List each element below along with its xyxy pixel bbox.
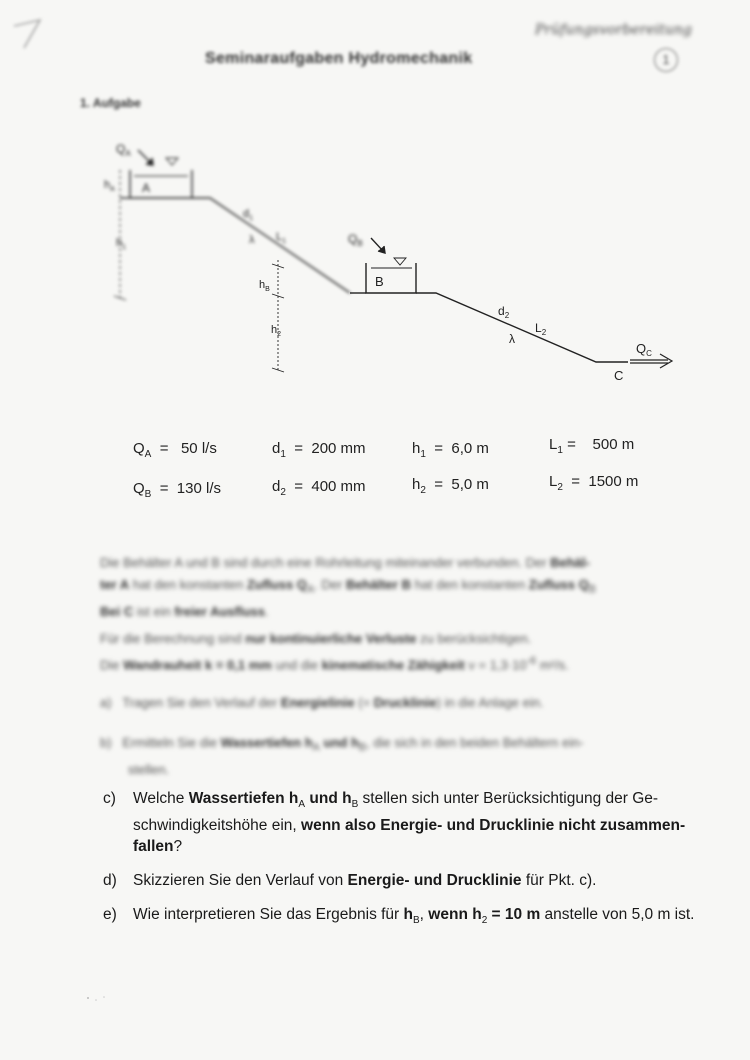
tank-a bbox=[114, 150, 350, 300]
label-l2: $L_2$ bbox=[535, 321, 547, 337]
param-l1: $L_1$ = 500 m bbox=[549, 436, 635, 456]
page-title: Seminaraufgaben Hydromechanik bbox=[205, 50, 473, 67]
paragraph-description: Die Behälter A und B sind durch eine Rohrleitung miteinander verbunden. Der Behäl- ter A hat den konstanten Zufluss $Q_A$. Der Behälter B hat den konstanten Zufluss $Q_B$ Bei C ist ein freier Ausfluss. bbox=[100, 555, 596, 619]
pipeline-diagram bbox=[0, 0, 750, 400]
task-c: c) Welche Wassertiefen $h_A$ und $h_B$ stellen sich unter Berücksichtigung der Ge- schwindigkeitshöhe ein, wenn also Energie- und Drucklinie nicht zusammen- fallen? bbox=[103, 790, 686, 856]
label-lambda2: λ bbox=[509, 332, 515, 346]
param-l2: $L_2 = 1500$ m bbox=[549, 473, 639, 493]
corner-handwritten-note: Prüfungsvorbereitung bbox=[535, 22, 692, 38]
label-h2: $h_2$ bbox=[271, 324, 282, 338]
label-qa: $Q_A$ bbox=[116, 142, 131, 158]
label-qb: $Q_B$ bbox=[348, 232, 363, 248]
label-l1: $L_1$ bbox=[276, 231, 287, 245]
label-qc: $Q_C$ bbox=[636, 341, 652, 358]
task-c-marker: c) bbox=[103, 790, 116, 807]
param-h1: $h_1 = 6,0$ m bbox=[412, 440, 489, 460]
page-marker-circle: 1 bbox=[654, 48, 678, 72]
label-d1: $d_1$ bbox=[243, 208, 254, 222]
scan-speck bbox=[80, 990, 120, 1010]
section-heading: 1. Aufgabe bbox=[80, 96, 141, 110]
label-tank-a: A bbox=[142, 181, 151, 195]
param-d2: $d_2 = 400$ mm bbox=[272, 478, 366, 498]
task-a: a) Tragen Sie den Verlauf der Energielinie (= Drucklinie) in die Anlage ein. bbox=[100, 695, 544, 710]
label-outlet-c: C bbox=[614, 368, 624, 383]
tank-b bbox=[350, 238, 672, 368]
task-e-marker: e) bbox=[103, 906, 117, 923]
task-d: d) Skizzieren Sie den Verlauf von Energie- und Drucklinie für Pkt. c). bbox=[103, 872, 597, 889]
param-qb: $Q_B = 130$ l/s bbox=[133, 480, 221, 500]
label-hb: $h_B$ bbox=[259, 279, 270, 293]
task-d-marker: d) bbox=[103, 872, 117, 889]
label-tank-b: B bbox=[375, 274, 384, 289]
label-d2: $d_2$ bbox=[498, 304, 510, 320]
param-d1: $d_1 = 200$ mm bbox=[272, 440, 366, 460]
label-lambda1: λ bbox=[249, 234, 255, 246]
param-qa: $Q_A$ = 50 l/s bbox=[133, 440, 217, 460]
task-b: b) Ermitteln Sie die Wassertiefen $h_A$ und $h_B$, die sich in den beiden Behältern ein- stellen. bbox=[100, 735, 584, 777]
param-h2: $h_2 = 5,0$ m bbox=[412, 476, 489, 496]
height-dimensions-b bbox=[272, 260, 284, 372]
label-ha: $h_A$ bbox=[104, 179, 115, 193]
label-h1: $h_1$ bbox=[116, 237, 127, 251]
paragraph-assumptions: Für die Berechnung sind nur kontinuierliche Verluste zu berücksichtigen. Die Wandrauheit k = 0,1 mm und die kinematische Zähigkeit $\nu = 1,3\cdot 10^{-6}$ m²/s. bbox=[100, 631, 569, 673]
task-e: e) Wie interpretieren Sie das Ergebnis für $h_B$, wenn $h_2 = 10$ m anstelle von 5,0 m ist. bbox=[103, 906, 695, 927]
